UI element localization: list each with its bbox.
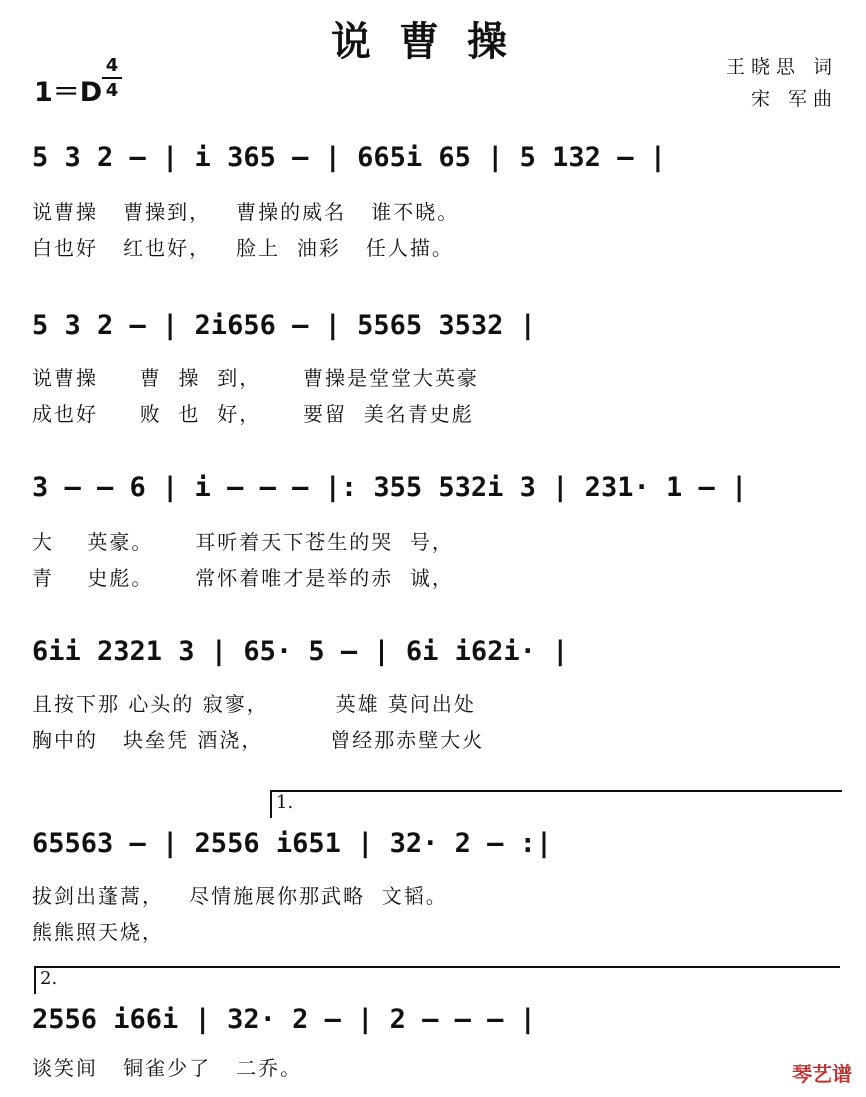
lyric-row-2-verse-2: 成也好 败 也 好， 要留 美名青史彪 (32, 402, 474, 426)
lyric-row-6-verse-1: 谈笑间 铜雀少了 二乔。 (32, 1056, 303, 1080)
time-signature-bar (102, 77, 122, 79)
notation-row-4: 6ii 2321 3 | 65· 5 – | 6i i62i· | (32, 636, 569, 667)
time-signature-top: 4 (105, 55, 119, 76)
song-title: 说曹操 (331, 18, 535, 65)
lyricist-credit: 王晓思 词 (725, 56, 838, 78)
notation-row-1: 5 3 2 – | i 365 – | 665i 65 | 5 132 – | (32, 142, 666, 173)
lyric-row-1-verse-2: 白也好 红也好， 脸上 油彩 任人描。 (32, 236, 454, 260)
lyric-row-3-verse-1: 大 英豪。 耳听着天下苍生的哭 号， (32, 530, 454, 554)
composer-credit: 宋 军曲 (750, 88, 838, 110)
key-signature: 1＝D (34, 77, 103, 108)
lyric-row-5-verse-2: 熊熊照天烧， (32, 920, 164, 944)
first-ending-bracket (270, 790, 842, 818)
notation-row-5: 65563 – | 2556 i651 | 32· 2 – :| (32, 828, 553, 859)
lyric-row-1-verse-1: 说曹操 曹操到， 曹操的威名 谁不晓。 (32, 200, 460, 224)
notation-row-2: 5 3 2 – | 2i656 – | 5565 3532 | (32, 310, 536, 341)
first-ending-label: 1. (276, 792, 294, 813)
second-ending-label: 2. (40, 968, 58, 989)
lyric-row-4-verse-2: 胸中的 块垒凭 酒浇， 曾经那赤壁大火 (32, 728, 485, 752)
lyric-row-4-verse-1: 且按下那 心头的 寂寥， 英雄 莫问出处 (32, 692, 476, 716)
site-watermark: 琴艺谱 (792, 1062, 852, 1086)
notation-row-3: 3 – – 6 | i – – – |: 355 532i 3 | 231· 1 – | (32, 472, 748, 503)
lyric-row-2-verse-1: 说曹操 曹 操 到， 曹操是堂堂大英豪 (32, 366, 480, 390)
time-signature-bottom: 4 (105, 80, 119, 101)
notation-row-6: 2556 i66i | 32· 2 – | 2 – – – | (32, 1004, 536, 1035)
time-signature (100, 54, 124, 102)
lyric-row-3-verse-2: 青 史彪。 常怀着唯才是举的赤 诚， (32, 566, 454, 590)
second-ending-bracket (34, 966, 840, 994)
lyric-row-5-verse-1: 拔剑出蓬蒿， 尽情施展你那武略 文韬。 (32, 884, 448, 908)
